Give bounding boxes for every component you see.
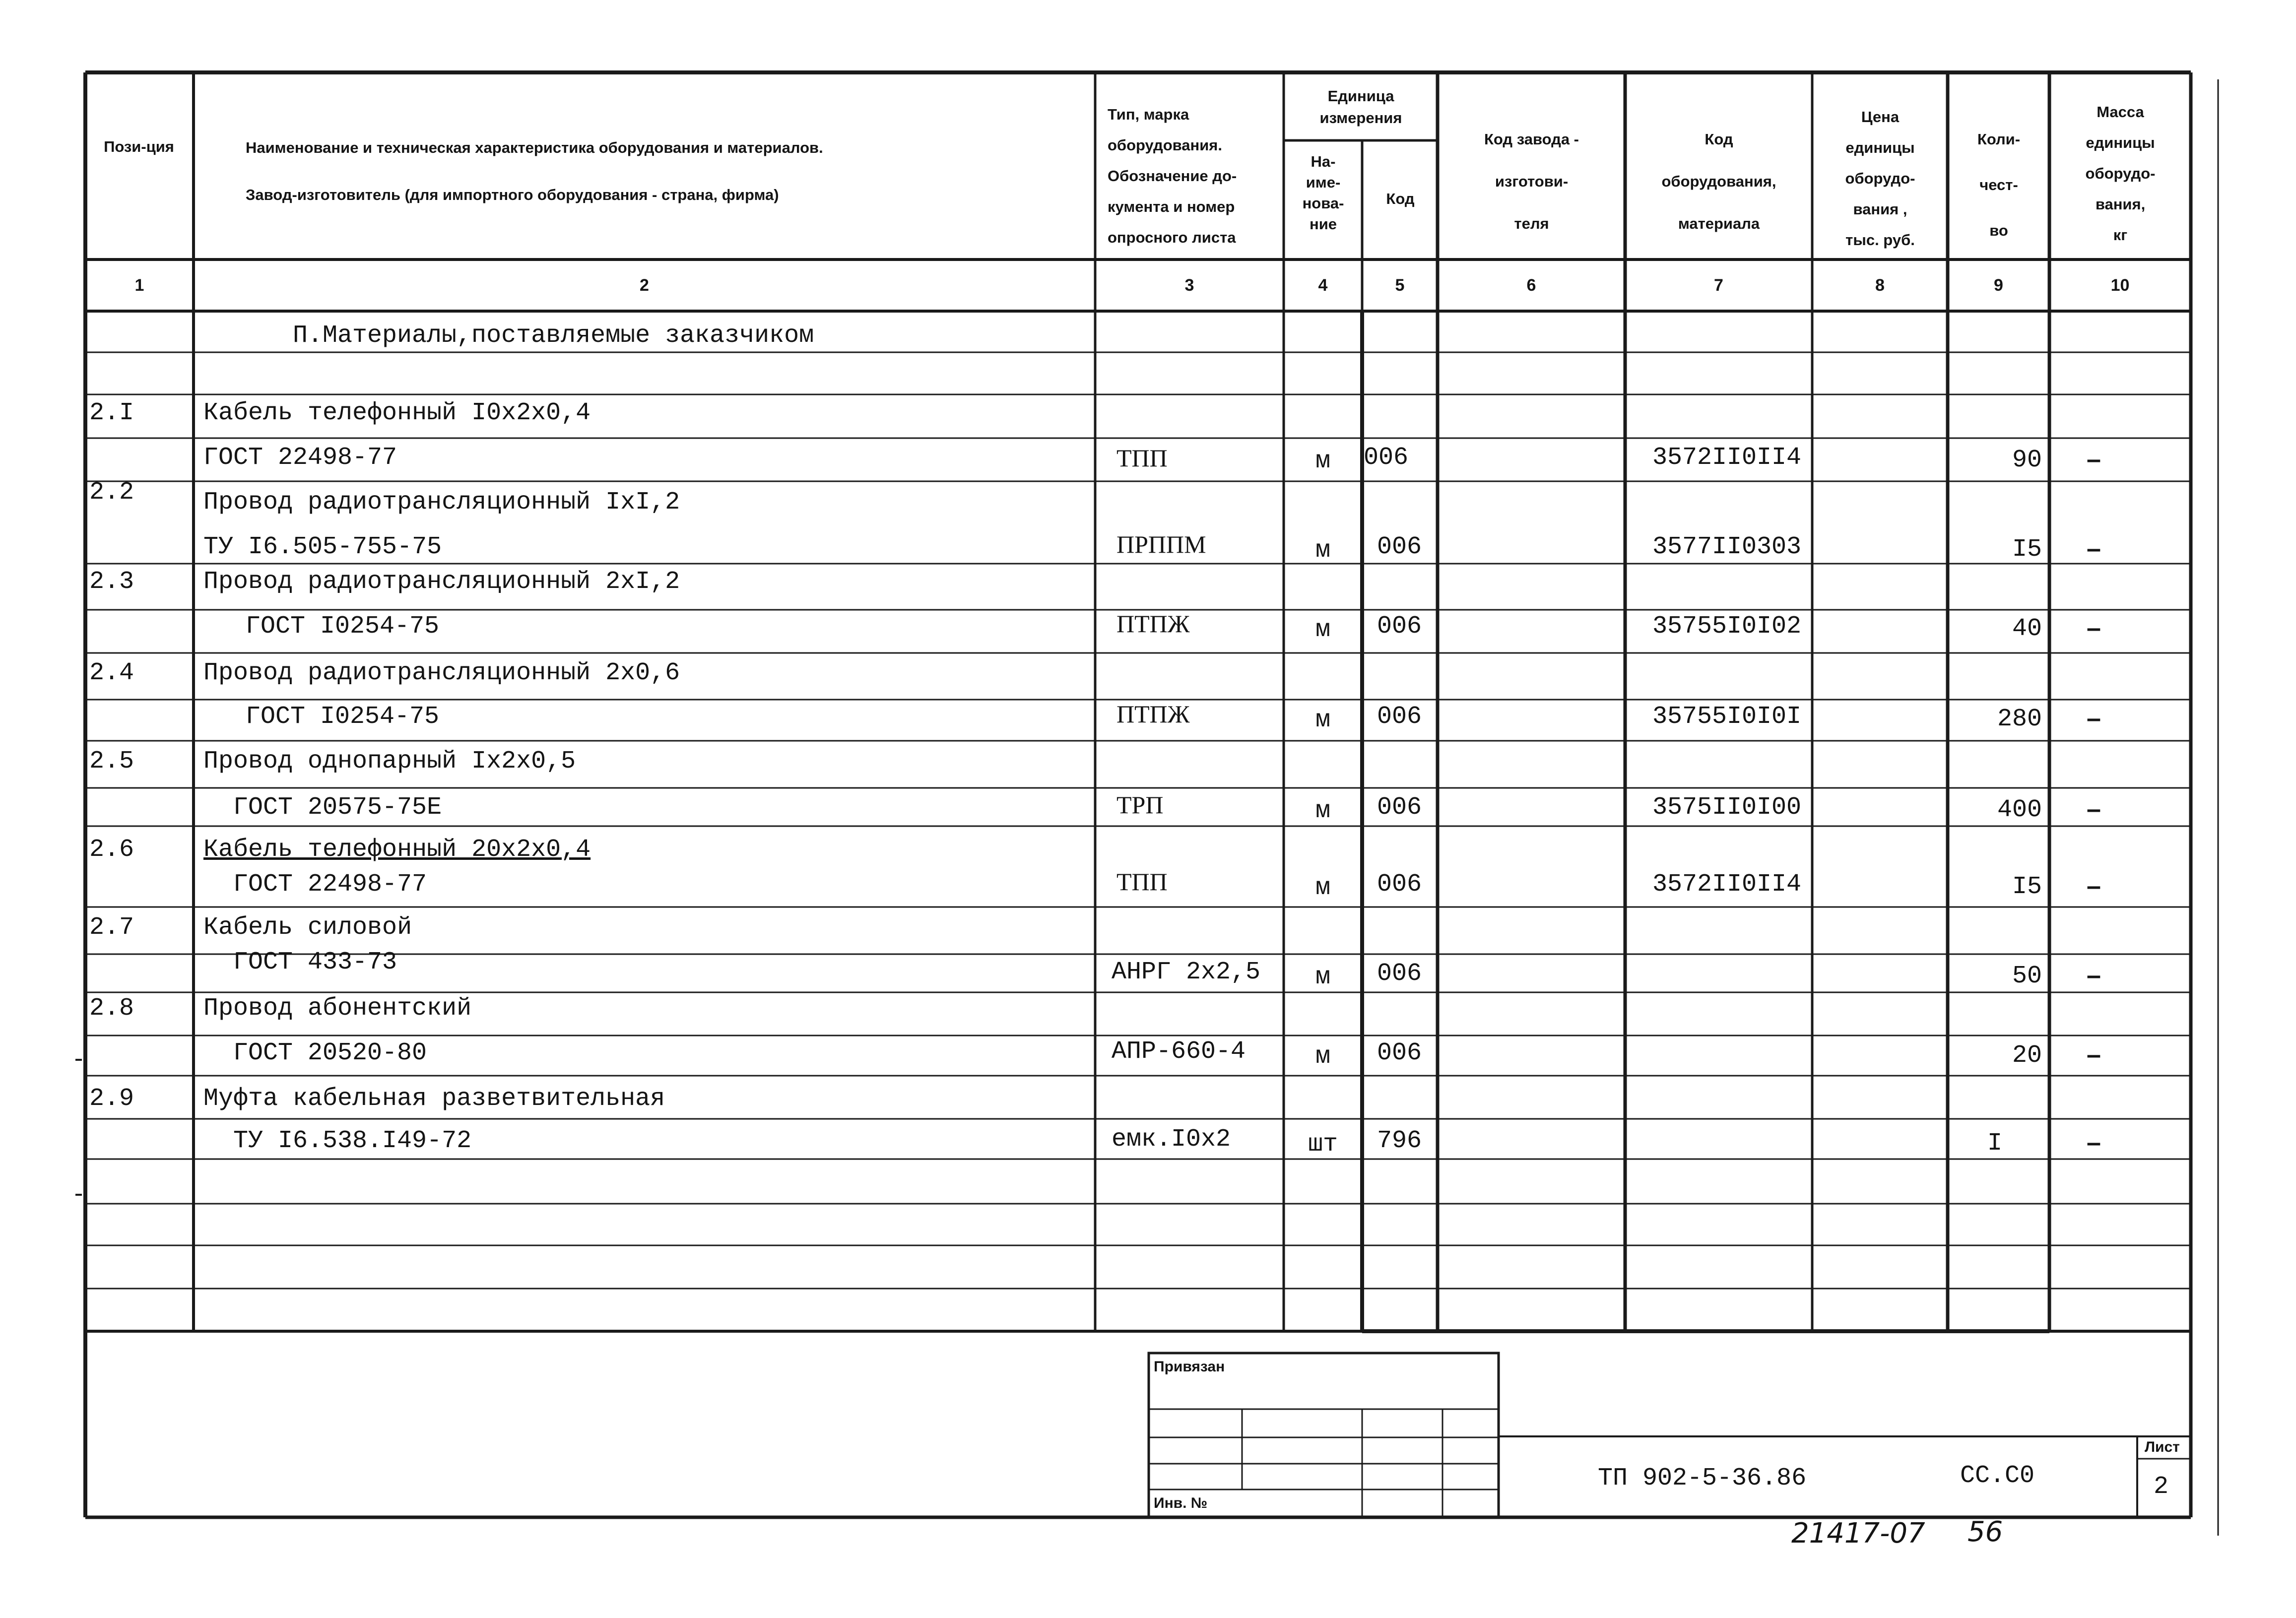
item-unit-code: 006 [1364,444,1409,472]
header-name: Наименование и техническая характеристика оборудования и материалов. Завод-изготовитель (для импортного оборудования - страна, фирма) [246,139,823,203]
stamp-attached-label: Привязан [1154,1359,1225,1375]
item-name: Кабель силовой [203,913,412,942]
item-equipment-code: 35755I0I0I [1652,703,1802,731]
item-standard: ТУ I6.505-755-75 [203,533,442,561]
item-quantity: 280 [1997,705,2042,733]
header-unit-code: Код [1386,190,1415,207]
header-position: Пози-ция [104,138,174,155]
item-quantity: 20 [2012,1041,2042,1070]
column-number-9: 9 [1994,276,2003,295]
item-unit: м [1315,1042,1330,1071]
item-unit: м [1315,797,1330,825]
column-number-3: 3 [1184,276,1194,295]
item-mass: – [2087,1040,2101,1069]
item-type: ПТПЖ [1116,610,1190,638]
column-number-4: 4 [1318,276,1328,295]
item-equipment-code: 3575II0I00 [1652,793,1802,822]
item-standard: ГОСТ 22498-77 [203,444,397,472]
section-title: П.Материалы,поставляемые заказчиком [293,322,814,350]
item-equipment-code: 35755I0I02 [1652,612,1802,641]
item-unit-code: 006 [1377,870,1422,899]
item-name: Муфта кабельная разветвительная [203,1085,665,1113]
item-type: ПТПЖ [1116,700,1190,728]
item-equipment-code: 3577II0303 [1652,533,1802,561]
position-cell: 2.8 [89,994,134,1023]
header-price: Цена единицы оборудо- вания , тыс. руб. [1845,108,1915,249]
item-type: АПР-660-4 [1112,1037,1246,1066]
position-cell: 2.7 [89,913,134,942]
item-quantity: 400 [1997,796,2042,824]
position-cell: 2.2 [89,478,134,507]
header-mass: Масса единицы оборудо- вания, кг [2085,103,2156,244]
item-name: Кабель телефонный I0x2x0,4 [203,399,591,427]
column-number-1: 1 [134,276,144,295]
item-quantity: 40 [2012,615,2042,643]
item-name: Провод радиотрансляционный 2xI,2 [203,568,680,596]
item-name: Провод радиотрансляционный 2x0,6 [203,659,680,687]
archive-page: 56 [1968,1516,2003,1548]
stamp-inventory-label: Инв. № [1154,1495,1208,1511]
header-plant-code: Код завода - изготови- теля [1484,130,1579,232]
item-name: Кабель телефонный 20x2x0,4 [203,836,591,864]
item-unit: м [1315,963,1330,991]
item-mass: – [2087,614,2101,643]
item-unit-code: 006 [1377,703,1422,731]
item-mass: – [2087,445,2101,474]
archive-number: 21417-07 [1791,1517,1925,1550]
item-unit: шт [1308,1130,1338,1159]
document-code: СС.С0 [1960,1462,2035,1490]
item-quantity: I5 [2012,535,2042,564]
position-cell: 2.4 [89,659,134,687]
item-standard: ГОСТ 20575-75Е [233,793,442,822]
position-cell: 2.6 [89,836,134,864]
column-number-8: 8 [1875,276,1885,295]
item-quantity: I5 [2012,873,2042,901]
item-type: ТПП [1116,868,1168,896]
item-unit: м [1315,706,1330,734]
item-unit: м [1315,616,1330,644]
column-number-5: 5 [1395,276,1405,295]
item-quantity: 90 [2012,446,2042,474]
column-number-7: 7 [1714,276,1723,295]
item-standard: ГОСТ I0254-75 [246,703,440,731]
item-type: ТПП [1116,444,1168,472]
sheet-label: Лист [2145,1439,2180,1455]
header-unit-name: На- име- нова- ние [1302,153,1344,233]
item-unit-code: 006 [1377,612,1422,641]
item-name: Провод однопарный Ix2x0,5 [203,747,576,776]
column-number-10: 10 [2110,276,2130,295]
item-equipment-code: 3572II0II4 [1652,444,1802,472]
header-quantity: Коли- чест- во [1977,130,2021,239]
position-cell: 2.9 [89,1085,134,1113]
item-standard: ТУ I6.538.I49-72 [233,1127,472,1155]
item-unit-code: 796 [1377,1127,1422,1155]
item-quantity: I [1987,1129,2002,1158]
item-standard: ГОСТ 433-73 [233,948,397,976]
position-cell: 2.3 [89,568,134,596]
item-unit-code: 006 [1377,793,1422,822]
column-number-2: 2 [640,276,649,295]
sheet-number: 2 [2154,1473,2169,1501]
item-mass: – [2087,795,2101,824]
column-number-6: 6 [1526,276,1536,295]
item-name: Провод абонентский [203,994,472,1023]
item-mass: – [2087,704,2101,733]
item-standard: ГОСТ I0254-75 [246,612,440,641]
item-unit: м [1315,874,1330,902]
item-equipment-code: 3572II0II4 [1652,870,1802,899]
item-unit-code: 006 [1377,533,1422,561]
item-mass: – [2087,961,2101,990]
item-type: АНРГ 2x2,5 [1112,958,1261,986]
item-standard: ГОСТ 20520-80 [233,1039,427,1067]
item-type: ТРП [1116,791,1164,819]
item-type: емк.I0x2 [1112,1125,1231,1154]
position-cell: 2.I [89,399,134,427]
header-type: Тип, марка оборудования. Обозначение до- кумента и номер опросного листа [1108,106,1237,246]
position-cell: 2.5 [89,747,134,776]
item-mass: – [2087,534,2101,563]
item-mass: – [2087,1128,2101,1157]
item-unit: м [1315,447,1330,475]
item-name: Провод радиотрансляционный IxI,2 [203,488,680,517]
document-designation: ТП 902-5-36.86 [1598,1464,1807,1492]
item-mass: – [2087,872,2101,901]
item-quantity: 50 [2012,962,2042,990]
header-unit: Единица измерения [1319,87,1402,127]
item-unit-code: 006 [1377,960,1422,988]
header-equipment-code: Код оборудования, материала [1661,130,1776,232]
item-unit-code: 006 [1377,1039,1422,1067]
item-unit: м [1315,536,1330,565]
item-type: ПРППМ [1116,530,1206,558]
item-standard: ГОСТ 22498-77 [233,870,427,899]
